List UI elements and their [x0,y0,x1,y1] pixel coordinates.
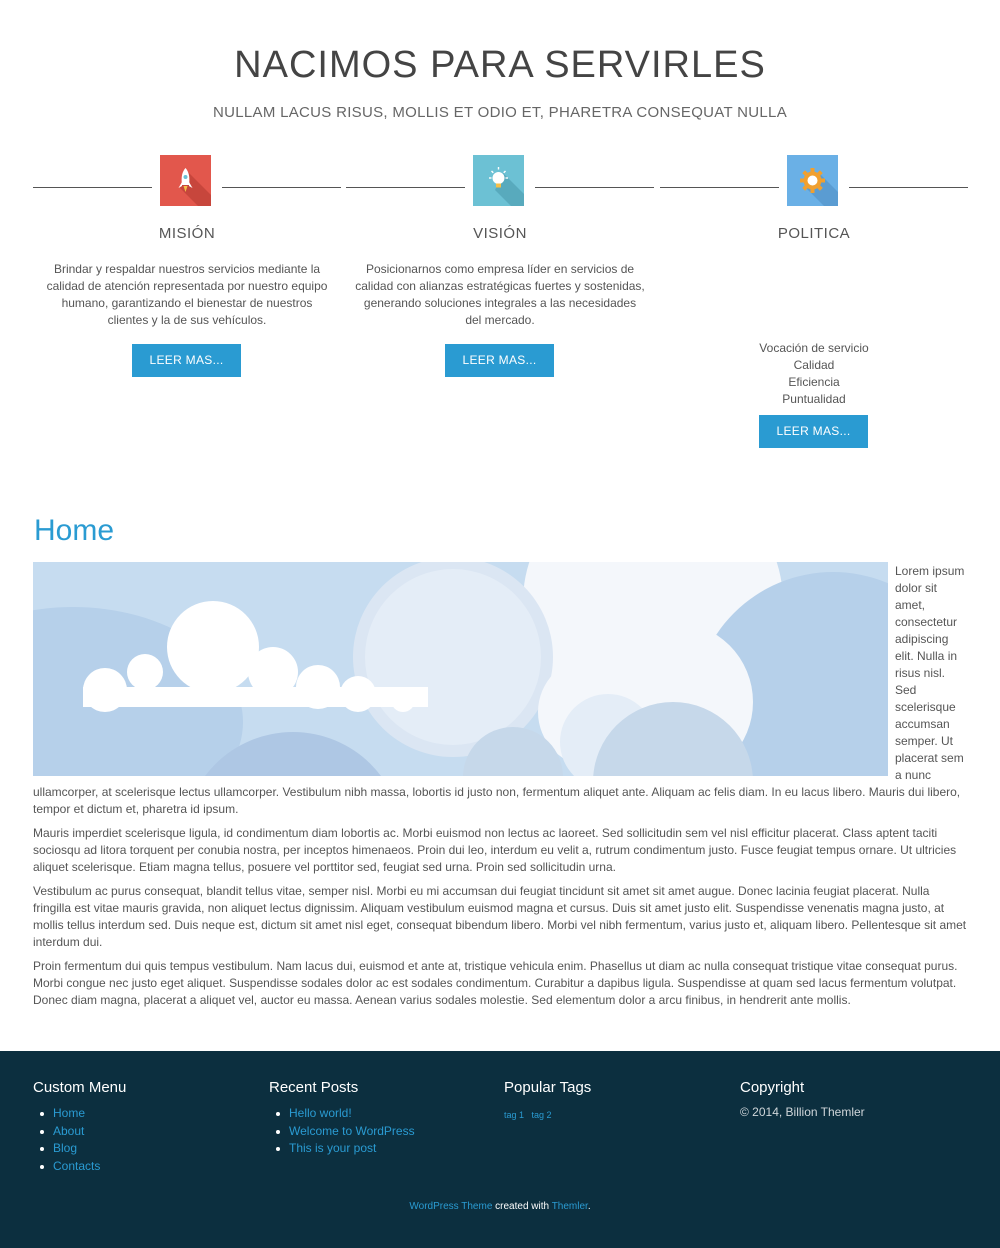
tag-link[interactable]: tag 1 [504,1110,525,1120]
rocket-icon [160,155,211,206]
list-item: Calidad [793,358,835,372]
feature-title: VISIÓN [473,225,527,242]
divider [33,187,152,188]
paragraph: Lorem ipsum dolor sit amet, consectetur adipiscing elit. Nulla in risus nisl. Sed scelerisque accumsan semper. Ut placerat sem a nunc ullamcorper, at scelerisque lectus ullamcorper. Vestibulum nibh massa, lobortis id justo non, fermentum aliquet ante. Aliquam ac felis diam. In eu lacus libero. Mauris dui libero, tempor et dictum et, pharetra id ipsum. [33,564,965,816]
menu-link-about[interactable]: About [33,1123,253,1141]
themler-link[interactable]: Themler [551,1201,588,1212]
copyright-text: © 2014, Billion Themler [740,1105,865,1119]
post-link[interactable]: Hello world! [269,1105,489,1123]
feature-description: Brindar y respaldar nuestros servicios mediante la calidad de atención representada por nuestro equipo humano, garantizando el bienestar de nuestros clientes y la de sus vehículos. [46,262,328,327]
feature-description: Posicionarnos como empresa líder en servicios de calidad con alianzas estratégicas fuertes y sostenidas, generando soluciones integrales a las necesidades del mercado. [355,262,645,327]
footer-heading: Popular Tags [504,1079,592,1096]
credit-text: created with [492,1201,552,1212]
footer-heading: Recent Posts [269,1079,359,1096]
footer-custom-menu [33,1079,253,1175]
wordpress-theme-link[interactable]: WordPress Theme [409,1201,493,1212]
divider [535,187,654,188]
paragraph: Proin fermentum dui quis tempus vestibulum. Nam lacus dui, euismod et ante at, tristique vehicula enim. Phasellus ut diam ac nulla consequat tristique vitae consequat purus. Morbi congue nec justo eget aliquet. Suspendisse sodales dolor ac est sodales condimentum. Curabitur a dapibus ligula. Suspendisse at quam sed lacus fermentum volutpat. Donec diam magna, placerat a aliquet vel, auctor eu massa. Aenean varius sodales molestie. Sed elementum dolor a arcu finibus, in hendrerit ante mollis. [33,959,958,1007]
feature-title: MISIÓN [158,225,216,242]
divider [222,187,341,188]
divider [660,187,779,188]
footer-popular-tags [504,1079,724,1123]
tag-link[interactable]: tag 2 [531,1110,552,1120]
banner-image [33,562,888,776]
list-item: Puntualidad [782,392,846,406]
read-more-button[interactable]: LEER MAS... [132,344,241,377]
page-title: NACIMOS PARA SERVIRLES [234,44,766,86]
menu-link-blog[interactable]: Blog [33,1140,253,1158]
post-link[interactable]: Welcome to WordPress [269,1123,489,1141]
paragraph: Mauris imperdiet scelerisque ligula, id condimentum diam lobortis ac. Morbi euismod non lectus ac laoreet. Sed sollicitudin sem vel nisl efficitur placerat. Class aptent taciti sociosqu ad litora torquent per conubia nostra, per inceptos himenaeos. Proin dui leo, interdum eu velit a, rutrum condimentum justo. Fusce feugiat tempus ornare. Ut ultricies aliquet scelerisque. Etiam magna tellus, posuere vel porttitor sed, feugiat sed urna. Proin sed sollicitudin urna. [33,826,957,874]
footer-heading: Copyright [740,1079,805,1096]
list-item: Eficiencia [788,375,840,389]
read-more-button[interactable]: LEER MAS... [759,415,868,448]
footer-recent-posts [269,1079,489,1158]
menu-link-home[interactable]: Home [33,1105,253,1123]
theme-credit [0,1201,1000,1212]
divider [849,187,968,188]
footer-copyright [740,1079,960,1119]
content-body [33,562,967,1016]
read-more-button[interactable]: LEER MAS... [445,344,554,377]
menu-link-contacts[interactable]: Contacts [33,1158,253,1176]
content-title: Home [34,514,115,547]
credit-end: . [587,1201,591,1212]
page-subtitle: NULLAM LACUS RISUS, MOLLIS ET ODIO ET, PHARETRA CONSEQUAT NULLA [212,104,788,121]
footer [0,1051,1000,1248]
paragraph: Vestibulum ac purus consequat, blandit tellus vitae, semper nisl. Morbi eu mi accumsan dui feugiat tincidunt sit amet sit amet augue. Donec lacinia feugiat placerat. Nulla fringilla est vitae mauris gravida, non aliquet lectus dignissim. Aliquam vestibulum euismod magna et cursus. Duis sit amet justo elit. Suspendisse venenatis magna justo, at mollis tellus interdum sed. Duis neque est, dictum sit amet nisl eget, consequat bibendum libero. Morbi vel nibh fermentum, varius justo et, aliquam libero. Pellentesque sit amet interdum dui. [33,884,967,949]
list-item: Vocación de servicio [759,341,869,355]
gear-icon [787,155,838,206]
feature-title: POLITICA [777,225,851,242]
post-link[interactable]: This is your post [269,1140,489,1158]
lightbulb-icon [473,155,524,206]
divider [346,187,465,188]
footer-heading: Custom Menu [33,1079,127,1096]
policy-list [657,340,971,408]
